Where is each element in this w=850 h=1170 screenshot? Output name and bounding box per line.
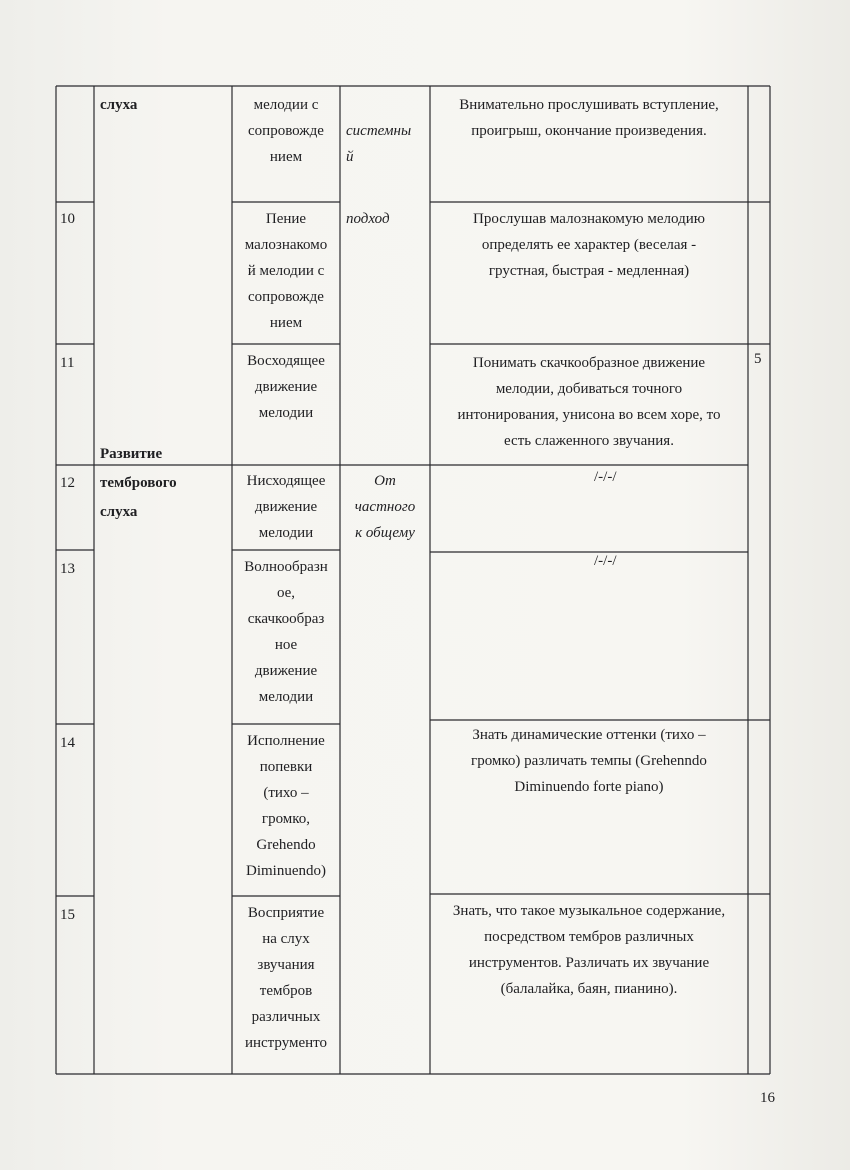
- cell-exercise-row0: мелодии с сопровожде нием: [248, 97, 324, 165]
- cell-number-row14: 14: [60, 735, 75, 751]
- cell-exercise-row12: Нисходящее движение мелодии: [246, 473, 326, 541]
- cell-approach-row12: От частного к общему: [354, 473, 416, 541]
- cell-requirement-row14: Знать динамические оттенки (тихо – громко) различать темпы (Grehenndo Diminuendo forte piano): [471, 727, 707, 795]
- cell-number-row13: 13: [60, 561, 75, 577]
- cell-requirement-row13: /-/-/: [594, 553, 617, 569]
- cell-number-row10: 10: [60, 211, 75, 227]
- cell-requirement-row0: Внимательно прослушивать вступление, проигрыш, окончание произведения.: [459, 97, 719, 139]
- cell-approach-row10: подход: [346, 211, 390, 227]
- cell-exercise-row11: Восходящее движение мелодии: [247, 353, 325, 421]
- cell-requirement-row11: Понимать скачкообразное движение мелодии, добиваться точного интонирования, унисона во всем хоре, то есть слаженного звучания.: [457, 355, 721, 449]
- page-number: 16: [760, 1090, 775, 1106]
- cell-exercise-row15: Восприятие на слух звучания тембров различных инструменто: [244, 905, 328, 1051]
- cell-skill-timbre: Развитие тембрового слуха: [100, 446, 177, 520]
- cell-exercise-row13: Волнообразн ое, скачкообраз ное движение мелодии: [244, 559, 328, 705]
- cell-number-row12: 12: [60, 475, 75, 491]
- cell-exercise-row14: Исполнение попевки (тихо – громко, Grehendo Diminuendo): [246, 733, 326, 879]
- cell-requirement-row15: Знать, что такое музыкальное содержание, посредством тембров различных инструментов. Различать их звучание (балалайка, баян, пианино).: [452, 903, 726, 997]
- cell-requirement-row10: Прослушав малознакомую мелодию определять ее характер (веселая - грустная, быстрая - медленная): [473, 211, 705, 279]
- cell-side-value: 5: [754, 351, 762, 367]
- cell-approach-row0: системны й: [346, 123, 412, 165]
- cell-number-row11: 11: [60, 355, 75, 371]
- cell-number-row15: 15: [60, 907, 75, 923]
- cell-skill-row0: слуха: [100, 97, 138, 113]
- cell-requirement-row12: /-/-/: [594, 469, 617, 485]
- cell-exercise-row10: Пение малознакомо й мелодии с сопровожде нием: [244, 211, 328, 331]
